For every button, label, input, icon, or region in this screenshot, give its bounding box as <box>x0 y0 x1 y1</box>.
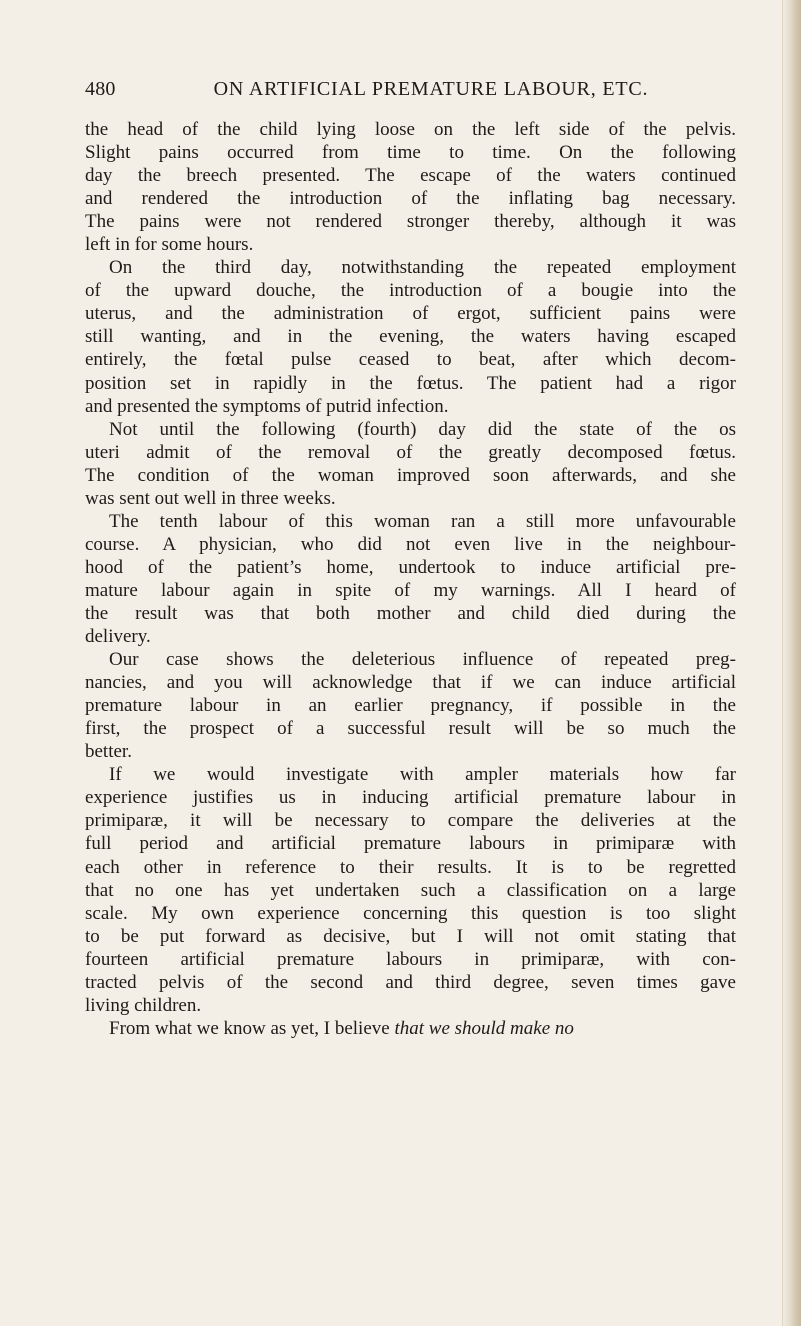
text-line: fourteen artificial premature labours in primiparæ, with con- <box>85 948 736 970</box>
text-line: day the breech presented. The escape of the waters continued <box>85 165 736 187</box>
page-edge-shadow <box>783 0 801 1326</box>
page-header <box>85 78 745 102</box>
paragraph-2 <box>85 256 736 417</box>
text-line: full period and artificial premature labours in primiparæ with <box>85 833 736 855</box>
paragraph-5 <box>85 648 736 763</box>
text-line: course. A physician, who did not even live in the neighbour- <box>85 533 736 555</box>
text-line: The pains were not rendered stronger thereby, although it was <box>85 211 736 233</box>
text-line: scale. My own experience concerning this question is too slight <box>85 902 736 924</box>
text-line: hood of the patient’s home, undertook to induce artificial pre- <box>85 556 736 578</box>
text-line: tracted pelvis of the second and third degree, seven times gave <box>85 971 736 993</box>
text-line: first, the prospect of a successful result will be so much the <box>85 718 736 740</box>
italic-text: that we should make no <box>394 1017 574 1039</box>
text-line: the result was that both mother and child died during the <box>85 602 736 624</box>
text-line-start: From what we know as yet, I believe <box>109 1017 395 1039</box>
text-line: The condition of the woman improved soon afterwards, and she <box>85 464 736 486</box>
text-line <box>85 1017 736 1040</box>
text-line: delivery. <box>85 626 151 648</box>
text-line: each other in reference to their results. It is to be regretted <box>85 856 736 878</box>
paragraph-7 <box>85 1017 736 1040</box>
text-line: Our case shows the deleterious influence of repeated preg- <box>109 649 736 671</box>
text-line: position set in rapidly in the fœtus. The patient had a rigor <box>85 372 736 394</box>
text-line: nancies, and you will acknowledge that if we can induce artificial <box>85 672 736 694</box>
text-line: the head of the child lying loose on the left side of the pelvis. <box>85 119 736 140</box>
paragraph-6 <box>85 763 736 1017</box>
text-line: uteri admit of the removal of the greatly decomposed fœtus. <box>85 441 736 463</box>
text-line: still wanting, and in the evening, the waters having escaped <box>85 326 736 348</box>
text-line: left in for some hours. <box>85 234 254 256</box>
text-line: was sent out well in three weeks. <box>85 487 336 509</box>
paragraph-1 <box>85 118 736 256</box>
body-text <box>85 118 736 1040</box>
text-line: mature labour again in spite of my warnings. All I heard of <box>85 579 736 601</box>
running-head: ON ARTIFICIAL PREMATURE LABOUR, ETC. <box>213 78 649 100</box>
text-line: primiparæ, it will be necessary to compare the deliveries at the <box>85 810 736 832</box>
text-line: Not until the following (fourth) day did the state of the os <box>109 418 736 440</box>
text-line: and presented the symptoms of putrid infection. <box>85 395 449 417</box>
text-line: living children. <box>85 994 202 1016</box>
paragraph-4 <box>85 510 736 648</box>
text-line: entirely, the fœtal pulse ceased to beat, after which decom- <box>85 349 736 371</box>
text-line: and rendered the introduction of the inflating bag necessary. <box>85 188 736 210</box>
text-line: better. <box>85 741 132 763</box>
page-number: 480 <box>85 78 116 100</box>
text-line: premature labour in an earlier pregnancy, if possible in the <box>85 695 736 717</box>
text-line: experience justifies us in inducing artificial premature labour in <box>85 787 736 809</box>
text-line: to be put forward as decisive, but I will not omit stating that <box>85 925 736 947</box>
paragraph-3 <box>85 418 736 510</box>
text-line: If we would investigate with ampler materials how far <box>109 764 736 786</box>
text-line: of the upward douche, the introduction of a bougie into the <box>85 280 736 302</box>
text-line: uterus, and the administration of ergot, sufficient pains were <box>85 303 736 325</box>
text-line: Slight pains occurred from time to time. On the following <box>85 142 736 164</box>
text-line: On the third day, notwithstanding the repeated employment <box>109 257 736 279</box>
text-line: that no one has yet undertaken such a classification on a large <box>85 879 736 901</box>
text-line: The tenth labour of this woman ran a still more unfavourable <box>109 510 736 532</box>
